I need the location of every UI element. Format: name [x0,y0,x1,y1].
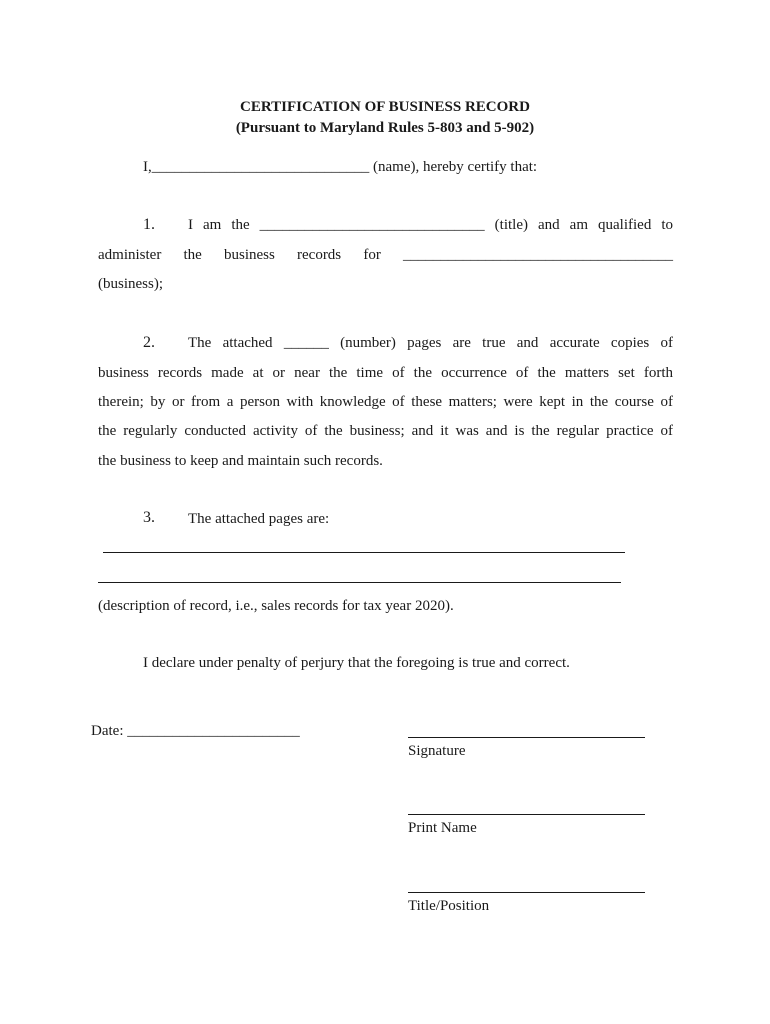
item-2-line-2: business records made at or near the time of the occurrence of the matters set forth [98,365,673,381]
item-1-line-1: I am the ______________________________ (title) and am qualified to [188,217,673,233]
document-title: CERTIFICATION OF BUSINESS RECORD [240,99,530,115]
declaration-text: I declare under penalty of perjury that the foregoing is true and correct. [143,655,570,671]
intro-suffix: (name), hereby certify that: [373,159,538,175]
description-blank-line-1[interactable] [103,552,625,553]
item-1-number: 1. [143,216,155,233]
description-blank-line-2[interactable] [98,582,621,583]
signature-line[interactable] [408,737,645,738]
item-2-line-1: The attached ______ (number) pages are true and accurate copies of [188,335,673,351]
item-3-line-1: The attached pages are: [188,511,330,527]
title-position-line[interactable] [408,892,645,893]
name-blank[interactable]: _____________________________ [151,159,370,175]
item-1-line-3: (business); [98,276,163,292]
intro-prefix: I, [143,159,152,175]
item-1-line-2: administer the business records for ____________________________________ [98,247,673,263]
print-name-line[interactable] [408,814,645,815]
item-3-number: 3. [143,509,155,526]
intro-line [143,158,537,176]
document-subtitle: (Pursuant to Maryland Rules 5-803 and 5-902) [235,120,535,136]
item-2-line-5: the business to keep and maintain such records. [98,453,383,469]
item-2-line-4: the regularly conducted activity of the business; and it was and is the regular practice of [98,423,673,439]
item-2-number: 2. [143,334,155,351]
title-position-label: Title/Position [408,898,490,914]
description-note: (description of record, i.e., sales records for tax year 2020). [98,598,454,614]
item-2-line-3: therein; by or from a person with knowledge of these matters; were kept in the course of [98,394,673,410]
date-field[interactable]: Date: _______________________ [91,723,300,739]
print-name-label: Print Name [408,820,477,836]
signature-label: Signature [408,743,466,759]
